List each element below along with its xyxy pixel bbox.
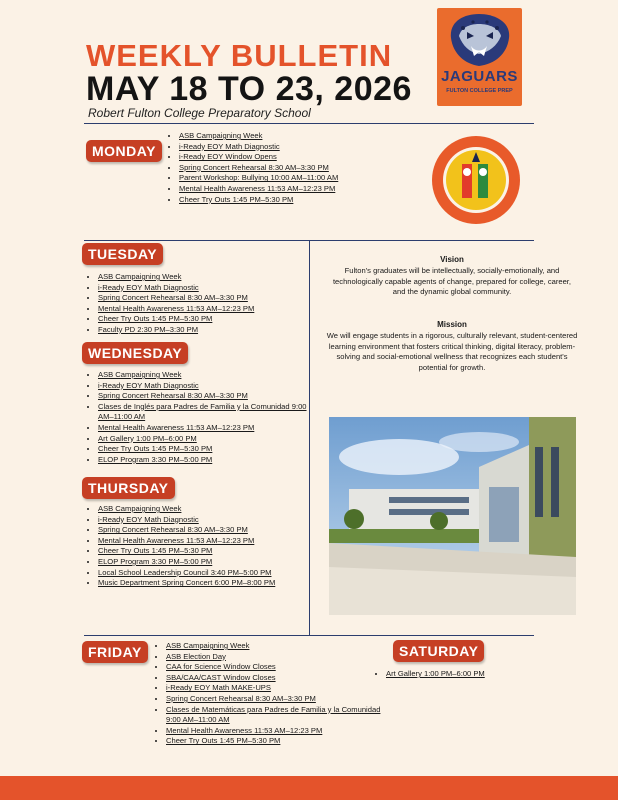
mission-heading: Mission (437, 320, 467, 329)
school-building-photo (329, 417, 576, 615)
event-item: • Art Gallery 1:00 PM–6:00 PM (386, 669, 556, 680)
event-item: • i-Ready EOY Window Opens (179, 152, 429, 163)
tuesday-badge: TUESDAY (82, 243, 163, 265)
friday-rule (84, 635, 534, 636)
header-rule (84, 123, 534, 124)
bulletin-title: WEEKLY BULLETIN (86, 38, 393, 73)
event-item: • Mental Health Awareness 11:53 AM–12:23 PM (166, 726, 391, 737)
event-item: • Mental Health Awareness 11:53 AM–12:23 PM (179, 184, 429, 195)
event-item: • Cheer Try Outs 1:45 PM–5:30 PM (166, 736, 391, 747)
vision-heading: Vision (440, 255, 464, 264)
event-item: • i-Ready EOY Math Diagnostic (98, 381, 308, 392)
event-item: • ASB Campaigning Week (179, 131, 429, 142)
mission-block (326, 320, 578, 374)
mission-text: We will engage students in a rigorous, culturally relevant, student-centered learning environment that fosters critical thinking, digital literacy, problem-solving and social-emotional wellness that recognizes each student's potential for growth. (326, 330, 578, 373)
school-name: Robert Fulton College Preparatory School (88, 106, 311, 120)
event-item: • i-Ready EOY Math Diagnostic (98, 283, 313, 294)
thursday-events (84, 504, 313, 589)
event-item: • Clases de Inglés para Padres de Familia y la Comunidad 9:00 AM–11:00 AM (98, 402, 308, 423)
friday-badge: FRIDAY (82, 641, 148, 663)
event-item: • Mental Health Awareness 11:53 AM–12:23 PM (98, 423, 308, 434)
event-item: • Spring Concert Rehearsal 8:30 AM–3:30 PM (98, 525, 313, 536)
vision-text: Fulton's graduates will be intellectually, socially-emotionally, and technologically capable agents of change, prepared for college, career, and the dynamic global community. (332, 265, 572, 297)
event-item: • i-Ready EOY Math Diagnostic (98, 515, 313, 526)
event-item: • Cheer Try Outs 1:45 PM–5:30 PM (98, 546, 313, 557)
footer-bar (0, 776, 618, 800)
jaguars-logo (437, 8, 522, 106)
monday-events (165, 131, 429, 205)
event-item: • ASB Election Day (166, 652, 391, 663)
tuesday-events (84, 272, 313, 336)
saturday-events (372, 669, 556, 680)
saturday-badge: SATURDAY (393, 640, 484, 662)
event-item: • Spring Concert Rehearsal 8:30 AM–3:30 PM (166, 694, 391, 705)
event-item: • Cheer Try Outs 1:45 PM–5:30 PM (98, 444, 308, 455)
event-item: • ASB Campaigning Week (166, 641, 391, 652)
event-item: • Mental Health Awareness 11:53 AM–12:23 PM (98, 304, 313, 315)
event-item: • Music Department Spring Concert 6:00 PM–8:00 PM (98, 578, 313, 589)
event-item: • Cheer Try Outs 1:45 PM–5:30 PM (179, 195, 429, 206)
thursday-badge: THURSDAY (82, 477, 175, 499)
event-item: • Spring Concert Rehearsal 8:30 AM–3:30 PM (179, 163, 429, 174)
lausd-seal (430, 134, 522, 226)
monday-badge: MONDAY (86, 140, 162, 162)
logo-name: JAGUARS (441, 68, 518, 85)
lausd-board-of-education-seal (430, 134, 522, 226)
event-item: • Faculty PD 2:30 PM–3:30 PM (98, 325, 313, 336)
event-item: • i-Ready EOY Math MAKE-UPS (166, 683, 391, 694)
bulletin-dates: MAY 18 TO 23, 2026 (86, 70, 412, 108)
event-item: • Cheer Try Outs 1:45 PM–5:30 PM (98, 314, 313, 325)
event-item: • CAA for Science Window Closes (166, 662, 391, 673)
event-item: • SBA/CAA/CAST Window Closes (166, 673, 391, 684)
vision-block (326, 255, 578, 298)
event-item: • ASB Campaigning Week (98, 272, 313, 283)
logo-subtitle: FULTON COLLEGE PREP (446, 88, 513, 94)
event-item: • ASB Campaigning Week (98, 504, 313, 515)
event-item: • Mental Health Awareness 11:53 AM–12:23 PM (98, 536, 313, 547)
event-item: • ELOP Program 3:30 PM–5:00 PM (98, 557, 313, 568)
event-item: • ASB Campaigning Week (98, 370, 308, 381)
event-item: • Spring Concert Rehearsal 8:30 AM–3:30 PM (98, 391, 308, 402)
event-item: • Spring Concert Rehearsal 8:30 AM–3:30 PM (98, 293, 313, 304)
school-building-illustration (329, 417, 576, 615)
event-item: • i-Ready EOY Math Diagnostic (179, 142, 429, 153)
wednesday-badge: WEDNESDAY (82, 342, 188, 364)
event-item: • Art Gallery 1:00 PM–6:00 PM (98, 434, 308, 445)
event-item: • Clases de Matemáticas para Padres de Familia y la Comunidad 9:00 AM–11:00 AM (166, 705, 391, 726)
friday-events (152, 641, 391, 747)
wednesday-events (84, 370, 308, 465)
event-item: • Parent Workshop: Bullying 10:00 AM–11:00 AM (179, 173, 429, 184)
event-item: • ELOP Program 3:30 PM–5:00 PM (98, 455, 308, 466)
event-item: • Local School Leadership Council 3:40 PM–5:00 PM (98, 568, 313, 579)
